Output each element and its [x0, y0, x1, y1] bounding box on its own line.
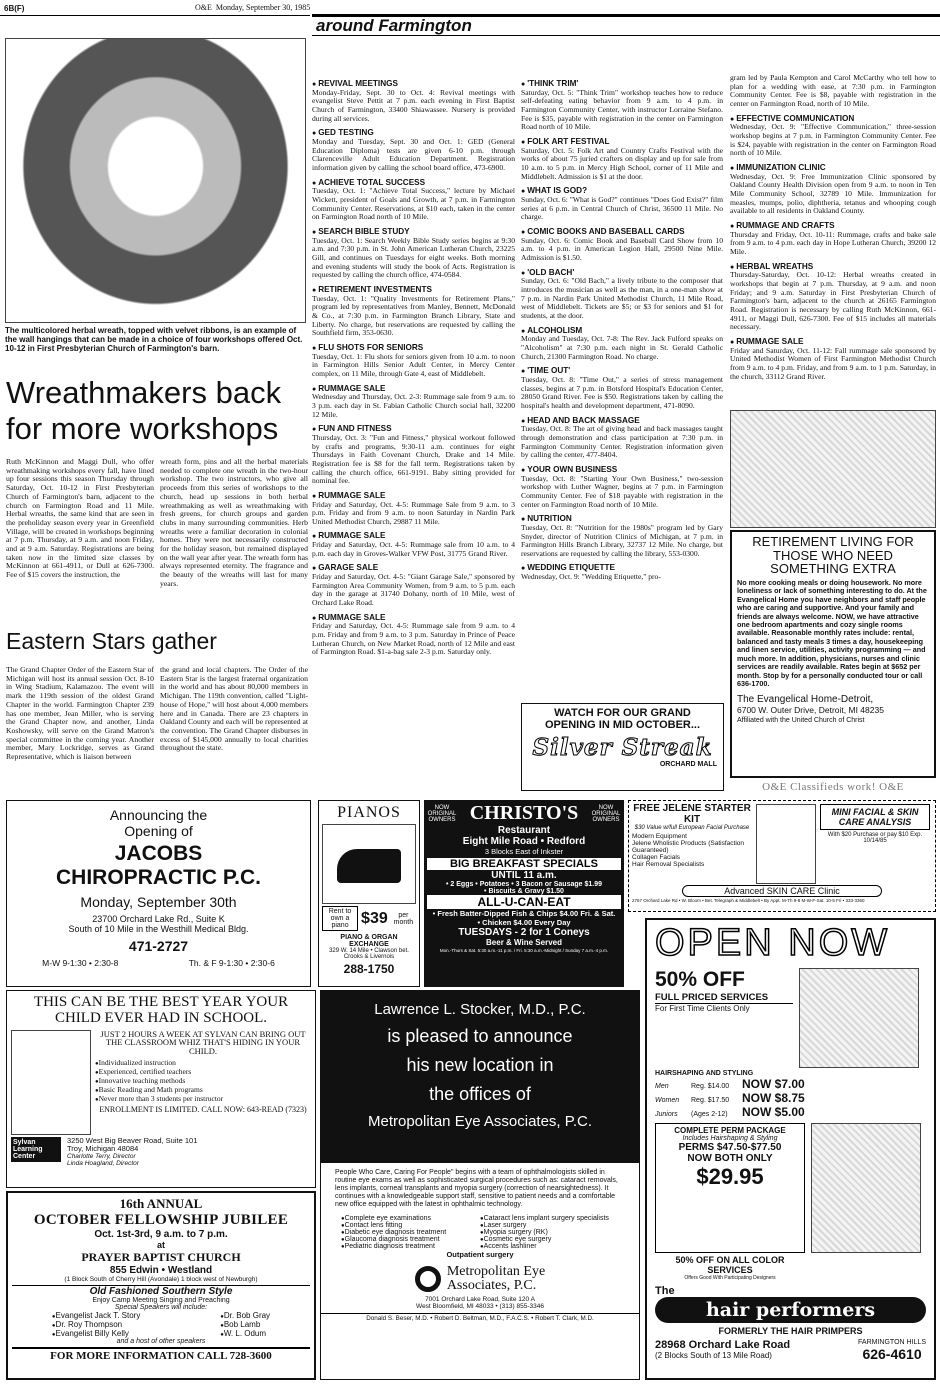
jubilee-address: 855 Edwin • Westland [109, 1265, 213, 1276]
metro-doctors: Donald S. Beser, M.D. • Robert D. Beltman, M.D., F.A.C.S. • Robert T. Clark, M.D. [321, 1313, 639, 1322]
pianos-price: $39 [361, 909, 388, 927]
perm-price: $29.95 [696, 1164, 764, 1189]
listing-body: Friday and Saturday, Oct. 4-5: Rummage sale from 10 a.m. to 4 p.m. each day in Groves-Walker VFW Post, 31775 Grand River. [312, 540, 515, 558]
jubilee-dates: Oct. 1st-3rd, 9 a.m. to 7 p.m. [94, 1229, 228, 1240]
jacobs-hours-thf: Th. & F 9-1:30 • 2:30-6 [188, 958, 275, 968]
jubilee-annual: 16th ANNUAL [119, 1196, 203, 1211]
stocker-announcement [321, 991, 639, 1163]
listing-heading: ● RETIREMENT INVESTMENTS [312, 285, 515, 295]
jubilee-host: and a host of other speakers [116, 1338, 206, 1345]
christos-breakfast: BIG BREAKFAST SPECIALS [427, 858, 621, 870]
listing-body: Tuesday, Oct. 1: Search Weekly Bible Study series begins at 9:30 a.m. and 7:30 p.m. in St. John American Lutheran Church, 23225 Gill, and continues on Tuesdays for eight weeks. Both morning and evening students will study the book of Acts. Registration is requested by calling the church office, 474-0584. [312, 235, 515, 280]
pianos-title: PIANOS [337, 804, 401, 821]
listing-body: Tuesday, Oct. 8: The art of giving head and back massages taught through demonstration and class participation at 7:30 p.m. in Farmington Community Center. Registration information given by calling the center, 477-8404. [521, 424, 723, 460]
paper-name: O&E [195, 3, 212, 12]
hp-address2: (2 Blocks South of 13 Mile Road) [655, 1351, 772, 1360]
silver-streak-ad [521, 703, 724, 791]
offers-note: Offers Good With Participating Designers [684, 1275, 776, 1281]
listing-heading: ● 'THINK TRIM' [521, 79, 723, 89]
price-row-men [655, 1077, 926, 1091]
service-item: ● Contact lens fitting [341, 1222, 480, 1229]
christos-line3: • Fresh Batter-Dipped Fish & Chips $4.00 Fri. & Sat. [432, 909, 616, 918]
christos-tag-left: NOW ORIGINAL OWNERS [427, 804, 457, 823]
stocker-ad [320, 990, 640, 1380]
service-item: ● Pediatric diagnosis treatment [341, 1243, 480, 1250]
listing-body: Wednesday, Oct. 9: Free Immunization Clinic sponsored by Oakland County Health Division open from 9 a.m. to noon in Ten Mile Community School, 32789 10 Mile. Immunization for measles, mumps, polio, diphtheria, tetanus and whooping cough available to all residents in Oakland County. [730, 171, 936, 216]
jelene-mini-terms: With $20 Purchase or pay $10 Exp. 10/14/85 [827, 832, 923, 844]
listing-heading: ● HERBAL WREATHS [730, 262, 936, 272]
pianos-shop: PIANO & ORGAN EXCHANGE [340, 934, 398, 948]
listing-body: Wednesday, Oct. 9: "Wedding Etiquette," pro- [521, 572, 661, 582]
open-first: For First Time Clients Only [655, 1004, 750, 1013]
wreath-headline: Wreathmakers back for more workshops [6, 375, 282, 446]
stocker-offices: the offices of [429, 1084, 531, 1104]
speaker: ● Evangelist Billy Kelly [52, 1329, 140, 1338]
jelene-item: Collagen Facials [632, 854, 681, 861]
jubilee-title: OCTOBER FELLOWSHIP JUBILEE [33, 1212, 289, 1228]
listing-heading: ● NUTRITION [521, 514, 723, 524]
service-item: ● Diabetic eye diagnosis treatment [341, 1229, 480, 1236]
retirement-affiliation: Affiliated with the United Church of Christ [737, 717, 865, 725]
service-item: ● Accents lashliner [480, 1243, 619, 1250]
jubilee-church: PRAYER BAPTIST CHURCH [81, 1250, 241, 1264]
stocker-pleased: is pleased to announce [387, 1026, 573, 1046]
listings-col-1 [312, 74, 515, 794]
stocker-name: Lawrence L. Stocker, M.D., P.C. [374, 1001, 586, 1018]
open-full: FULL PRICED SERVICES [655, 992, 793, 1004]
listing-body: Saturday, Oct. 5: "Think Trim" workshop teaches how to reduce self-defeating eating behavior from 9 a.m. to 4 p.m. in Farmington Community Center, with instructor Lorraine Stefano. Fee is $35, payable with registration in the center on Farmington Road north of 10 Mile. [521, 87, 723, 132]
listing-body: Tuesday, Oct. 1: Flu shots for seniors given from 10 a.m. to noon in Farmington Hills Senior Adult Center, in Mercy Center complex, on 11 Mile, through Gate 4, east of Middlebelt. [312, 351, 515, 378]
jacobs-address: 23700 Orchard Lake Rd., Suite K [92, 914, 225, 924]
pianos-rent: Rent to own a piano [322, 906, 358, 931]
pianos-ad [318, 800, 420, 987]
christos-line2: • Biscuits & Gravy $1.50 [484, 888, 564, 895]
listing-heading: ● RUMMAGE AND CRAFTS [730, 221, 936, 231]
stars-col2: the grand and local chapters. The Order of the Eastern Star is the largest fraternal organization in the world and has about 80,000 members in Michigan. The 119th convention, called "Light-house of Hope," will host about 4,000 members here and in Canada. There are 23 chapters in Oakland County and each will be represented at the convention. The Grand Chapter disburses in excess of $145,000 annually to local charities throughout the state. [160, 666, 308, 753]
piano-illustration [322, 824, 416, 904]
christos-hours: Mon.-Thurs & Sat. 5:30 a.m.-11 p.m. / Fri. 5:30 a.m.-Midnight / Sunday 7 a.m.-4 p.m. [439, 948, 609, 953]
sylvan-sub: JUST 2 HOURS A WEEK AT SYLVAN CAN BRING OUT THE CLASSROOM WHIZ THAT'S HIDING IN YOUR CHILD. [100, 1028, 306, 1057]
jubilee-singing: Old Fashioned Southern Style [12, 1285, 310, 1297]
listing-heading: ● YOUR OWN BUSINESS [521, 465, 723, 475]
listing-body: Sunday, Oct. 6: Comic Book and Baseball Card Show from 10 a.m. to 4 p.m. in American Legion Hall, 29500 Nine Mile. Admission is $1.50. [521, 235, 723, 262]
retirement-ad [730, 530, 936, 778]
listing-body: Tuesday, Oct. 1: "Achieve Total Success," lecture by Michael Wickett, president of Goals and Growth, at 7 p.m. in Farmington Community Center. Reservations, at $10 each, taken in the center on Farmington Road north of 10 Mile. [312, 186, 515, 222]
listing-heading: ● HEAD AND BACK MASSAGE [521, 416, 723, 426]
hp-phone: 626-4610 [862, 1346, 922, 1362]
listing-body: Friday and Saturday, Oct. 4-5: Rummage sale from 9 a.m. to 4 p.m. Friday and from 9 a.m. to 3 p.m. Saturday in Prince of Peace Lutheran Church, on New Market Road, north of 12 Mile and east of Farmington Road. $1-a-bag sale 2-3 p.m. Saturday only. [312, 621, 515, 657]
jacobs-opening: Opening of [124, 823, 193, 839]
retirement-org: The Evangelical Home-Detroit, [737, 694, 874, 706]
jelene-mini: MINI FACIAL & SKIN CARE ANALYSIS [820, 804, 930, 830]
header-rule [0, 15, 310, 16]
listing-body: Wednesday and Thursday, Oct. 2-3: Rummage sale from 9 a.m. to 3 p.m. each day in St. Fabian Catholic Church social hall, 32200 12 Mile. [312, 392, 515, 419]
open-hairshaping: HAIRSHAPING AND STYLING [655, 1070, 754, 1077]
jubilee-speakers-intro: Special Speakers will include: [114, 1304, 208, 1311]
metro-logo-line1: Metropolitan Eye [446, 1264, 546, 1280]
jacobs-date: Monday, September 30th [80, 894, 237, 910]
service-item: ● Laser surgery [480, 1222, 619, 1229]
christos-until: UNTIL 11 a.m. [491, 870, 557, 881]
listings-col-2 [521, 74, 723, 699]
christos-type: Restaurant [497, 825, 551, 836]
jacobs-address2: South of 10 Mile in the Westhill Medical Bldg. [68, 924, 249, 934]
stocker-services-right [480, 1215, 619, 1250]
jubilee-singing2: Enjoy Camp Meeting Singing and Preaching [92, 1297, 230, 1304]
listing-heading: ● WHAT IS GOD? [521, 186, 723, 196]
jelene-ad [628, 800, 936, 912]
wreath-col1: Ruth McKinnon and Maggi Dull, who offer wreathmaking workshops every fall, have lined up four sessions this season Thursday through Saturday, Oct. 10-12 in First Presbyterian Church of Farmington's barn, adjacent to the church on Farmington Road and 11 Mile. Herbal wreaths, the same kind that are seen in the preholiday season every year in Greenfield Village, will be created in workshops beginning at 7 p.m. Thursday, at 9 a.m. and noon Friday, and at 9 a.m. Saturday. Registrations are being taken now in the limited size classes by McKinnon at 661-4911, or Dull at 626-7300. Fee of $15 covers the instruction, the [6, 458, 154, 580]
perm-includes: Includes Hairshaping & Styling [682, 1135, 778, 1142]
retirement-address: 6700 W. Outer Drive, Detroit, MI 48235 [737, 705, 884, 716]
men-now: NOW $7.00 [742, 1077, 805, 1091]
listing-body: Monday and Tuesday, Oct. 7-8: The Rev. Jack Fulford speaks on "Alcoholism" at 7:30 p.m. each night in St. Gerald Catholic Church, 21300 Farmington Road. No charge. [521, 334, 723, 361]
jelene-value: $30 Value w/full European Facial Purchase [634, 825, 750, 831]
listing-heading: ● FOLK ART FESTIVAL [521, 137, 723, 147]
listing-body: Sunday, Oct. 6: "What is God?" continues "Does God Exist?" film series at 6 p.m. in Central Church of Christ, 36500 11 Mile. No charge. [521, 194, 723, 222]
jelene-title: FREE JELENE STARTER KIT [633, 803, 751, 825]
listing-body: Tuesday, Oct. 8: "Time Out," a series of stress management classes, begins at 7 p.m. in Botsford Hospital's Education Center, 28050 Grand River. Fee is $50. Registrations taken by calling the hospital's health and development department, 471-8090. [521, 374, 723, 410]
sylvan-enroll: ENROLLMENT IS LIMITED. CALL NOW: 643-READ (7323) [99, 1105, 307, 1115]
hp-formerly: FORMERLY THE HAIR PRIMPERS [718, 1326, 863, 1336]
pianos-address: 329 W. 14 Mile • Clawson bet. Crooks & Livernois [329, 948, 409, 960]
listing-heading: ● ALCOHOLISM [521, 326, 723, 336]
listing-body: Thursday and Friday, Oct. 10-11: Rummage, crafts and bake sale from 9 a.m. to 4 p.m. each day in Hope Lutheran Church, 39200 12 Mile. [730, 229, 936, 256]
listing-heading: ● RUMMAGE SALE [312, 491, 515, 501]
speaker: ● Evangelist Jack T. Story [52, 1311, 140, 1320]
jubilee-call: FOR MORE INFORMATION CALL 728-3600 [12, 1347, 310, 1362]
perm-package: COMPLETE PERM PACKAGE [674, 1126, 786, 1135]
listing-body: Tuesday, Oct. 8: "Starting Your Own Business," two-session workshop with Luther Wagner, begins at 7 p.m. in Farmington Community Center. Fee of $18 payable with registration in the center on Farmington Road north of 10 Mile. [521, 473, 723, 509]
stocker-metro: Metropolitan Eye Associates, P.C. [367, 1113, 592, 1130]
sylvan-address: 3250 West Big Beaver Road, Suite 101 [67, 1135, 198, 1145]
open-percent: 50% OFF [655, 968, 745, 991]
masthead-line [195, 3, 310, 12]
stocker-outpatient: Outpatient surgery [446, 1250, 514, 1260]
stars-headline: Eastern Stars gather [6, 628, 217, 654]
child-illustration [11, 1030, 91, 1135]
listing-heading: ● FUN AND FITNESS [312, 424, 515, 434]
listing-body: Thursday, Oct. 3: "Fun and Fitness," physical workout followed by crafts and programs, 9:30-11 a.m. continues for eight Thursdays in Faith Covenant Church, Drake and 14 Mile. Registration fee is $8 for the fall term. Registrations taken by calling the church office, 661-9191. Baby sitting provided for nominal fee. [312, 432, 515, 486]
retirement-title: RETIREMENT LIVING FOR THOSE WHO NEED SOMETHING EXTRA [752, 534, 914, 577]
jacobs-hours-mw: M-W 9-1:30 • 2:30-8 [42, 958, 119, 968]
color-offer: 50% OFF ON ALL COLOR SERVICES [675, 1255, 785, 1275]
listing-body: Monday-Friday, Sept. 30 to Oct. 4: Revival meetings with evangelist Steve Pettit at 7 p.m. each evening in First Baptist Church of Farmington, 33400 Shiawassee. Nursery is provided during all services. [312, 87, 515, 123]
jubilee-ad [6, 1191, 316, 1380]
jelene-face-drawing [756, 804, 816, 884]
christos-line1: • 2 Eggs • Potatoes • 3 Bacon or Sausage $1.99 [446, 881, 602, 888]
listing-heading: ● RUMMAGE SALE [312, 384, 515, 394]
silver-streak-logo: Silver Streak [532, 734, 713, 762]
listing-heading: ● ACHIEVE TOTAL SUCCESS [312, 178, 515, 188]
jubilee-location: (1 Block South of Cherry Hill (Avondale) 1 block west of Newburgh) [64, 1276, 258, 1283]
listing-heading: ● FLU SHOTS FOR SENIORS [312, 343, 515, 353]
jubilee-speakers-left [52, 1311, 140, 1338]
pianos-phone: 288-1750 [343, 962, 395, 976]
section-title: around Farmington [312, 14, 940, 36]
listing-body: Monday and Tuesday, Sept. 30 and Oct. 1: GED (General Education Diploma) tests are given 6-10 p.m. through Clarenceville Adult Education Department. Registration information given by calling the school board office, 473-6900. [312, 137, 515, 172]
listing-body: Sunday, Oct. 6: "Old Bach," a lively tribute to the composer that introduces the musician as well as the man, in a one-man show at 7 p.m. in Nardin Park United Methodist Church, 11 Mile Road, west of Middlebelt. Tickets are $5; or $3 for seniors and $1 for students, at the door. [521, 276, 723, 320]
metro-address: 7001 Orchard Lake Road, Suite 120 A [425, 1296, 535, 1304]
women-reg: Reg. $17.50 [691, 1097, 730, 1104]
christos-line4: • Chicken $4.00 Every Day [477, 918, 571, 927]
sylvan-city: Troy, Michigan 48084 [67, 1143, 139, 1153]
stocker-new-location: his new location in [406, 1055, 554, 1075]
jubilee-speakers-right [220, 1311, 270, 1338]
jelene-address: 2767 Orchard Lake Rd • W. Bloom • Bet. Telegraph & Middlebelt • By Appt. M-Th 9-8 M-W-F-Sat. 10-5 Fri • 333-3360 [632, 898, 865, 903]
stocker-services-left [341, 1215, 480, 1250]
listing-heading: ● RUMMAGE SALE [730, 337, 936, 347]
jelene-logo: Advanced SKIN CARE Clinic [682, 885, 882, 897]
listing-body: Wednesday, Oct. 9: "Effective Communication," three-session workshop begins at 7 p.m. in Farmington Community Center. Fee is $24, payable with registration in the center on Farmington Road north of 10 Mile. [730, 122, 936, 158]
juniors-label: Juniors [655, 1111, 678, 1118]
christos-address: Eight Mile Road • Redford [462, 836, 586, 847]
sylvan-item: ● Basic Reading and Math programs [95, 1085, 311, 1094]
sylvan-logo: Sylvan Learning Center [11, 1137, 61, 1162]
listing-heading: ● REVIVAL MEETINGS [312, 79, 515, 89]
christos-tag-right: NOW ORIGINAL OWNERS [591, 804, 621, 823]
hp-address: 28968 Orchard Lake Road [655, 1339, 791, 1351]
service-item: ● Myopia surgery (RK) [480, 1229, 619, 1236]
speaker: ● Dr. Bob Gray [220, 1311, 270, 1320]
retirement-body: No more cooking meals or doing housework. No more loneliness or lack of something interesting to do. At the Evangelical Home you have neighbors and staff people who are caring and supportive. And your family and friends are always welcome. NOW, we have attractive one bedroom apartments and cozy single rooms available. Reasonable monthly rates include: rental, balanced and tasty meals 3 times a day, housekeeping and linen service, utilities, activity programming — and much more. In addition, physicians, nurses and clinic services are readily available. Rates begin at $652 per month. Stop by for a personally conducted tour or call 636-1700. [737, 577, 927, 688]
jelene-item: Jelene Wholistic Products (Satisfaction Guaranteed) [632, 840, 744, 854]
metro-logo-line2: Associates, P.C. [446, 1278, 537, 1294]
sylvan-item: ● Never more than 3 students per instructor [95, 1094, 311, 1103]
model-photo-1 [799, 968, 919, 1068]
jacobs-phone: 471-2727 [128, 938, 189, 954]
sylvan-items [95, 1058, 311, 1103]
listing-heading: ● COMIC BOOKS AND BASEBALL CARDS [521, 227, 723, 237]
service-item: ● Complete eye examinations [341, 1215, 480, 1222]
jelene-items [632, 833, 752, 868]
perm-now-both: NOW BOTH ONLY [687, 1153, 773, 1164]
service-item: ● Glaucoma diagnosis treatment [341, 1236, 480, 1243]
women-now: NOW $8.75 [742, 1091, 805, 1105]
listing-body: Tuesday, Oct. 1: "Quality Investments for Retirement Plans," program led by representatives from Manley, Bennett, McDonald & Co., at 7:30 p.m. in Farmington Branch Library, State and Liberty. No charge, but reservations are requested by calling the Southfield firm, 353-0630. [312, 293, 515, 338]
christos-address2: 3 Blocks East of Inkster [484, 847, 564, 856]
listing-heading: ● RUMMAGE SALE [312, 531, 515, 541]
stars-col1: The Grand Chapter Order of the Eastern Star of Michigan will host its annual session Oct. 8-10 in Wing Stadium, Kalamazoo. The event will mark the 119th session of the oldest Grand Chapter in the world. Farmington Chapter 239 has one member, Jean Miller, who is serving the Grand Chapter now, and another, Linda Koshowsky, will serve on the Grand Matron's special committee in the coming year. Another member, Mary Lockridge, serves as Grand Representative, which is liaison between [6, 666, 154, 762]
hp-city: FARMINGTON HILLS [858, 1339, 926, 1346]
listing-body: Tuesday, Oct. 8: "Nutrition for the 1980s" program led by Gary Snyder, director of Nutrition Clinics of Michigan, at 7 p.m. in Farmington Hills Branch Library, 32737 12 Mile. No charge, but reservations are requested by calling the library, 553-0300. [521, 522, 723, 558]
stocker-body: People Who Care, Caring For People" begins with a team of ophthalmologists skilled in routine eye exams as well as sophisticated surgical procedures such as: cataract removals, lens implants, corneal transplants and myopia surgery (correction of nearsightedness). It continues with a knowledgeable support staff, sensitive to patient needs and a comfortable new office equipped with the latest in ophthalmic technology. [335, 1169, 618, 1209]
women-label: Women [655, 1097, 680, 1104]
pianos-per: per month [393, 911, 414, 926]
jubilee-at: at [156, 1240, 165, 1250]
listing-heading: ● 'TIME OUT' [521, 366, 723, 376]
men-label: Men [655, 1083, 669, 1090]
classifieds-strip: O&E Classifieds work! O&E [762, 781, 904, 793]
price-row-women [655, 1091, 926, 1105]
eye-logo-icon [415, 1266, 441, 1292]
speaker: ● Bob Lamb [220, 1320, 270, 1329]
listing-heading: ● 'OLD BACH' [521, 268, 723, 278]
listing-heading: ● RUMMAGE SALE [312, 613, 515, 623]
jelene-item: Hair Removal Specialists [632, 861, 705, 868]
christos-tuesdays: TUESDAYS - 2 for 1 Coneys [458, 927, 590, 938]
listing-heading: ● GARAGE SALE [312, 563, 515, 573]
metro-city: West Bloomfield, MI 48033 • (313) 855-3346 [416, 1303, 544, 1311]
jacobs-name2: CHIROPRACTIC P.C. [56, 866, 261, 889]
service-item: ● Cosmetic eye surgery [480, 1236, 619, 1243]
wreath-photo [5, 38, 306, 323]
listings-col-3 [730, 74, 936, 404]
jacobs-ad [6, 800, 311, 987]
men-reg: Reg. $14.00 [691, 1083, 730, 1090]
open-now-title: OPEN NOW [655, 922, 891, 964]
model-photo-2 [811, 1123, 921, 1253]
christos-ad [424, 800, 624, 987]
silver-watch-text: WATCH FOR OUR GRAND OPENING IN MID OCTOBER... [544, 707, 701, 732]
silver-mall: ORCHARD MALL [659, 761, 717, 769]
sylvan-director-1: Charlotte Terry, Director [67, 1153, 136, 1160]
listing-heading: ● SEARCH BIBLE STUDY [312, 227, 515, 237]
christos-name: CHRISTO'S [469, 802, 579, 824]
jacobs-hours [7, 958, 310, 968]
jacobs-announcing: Announcing the [109, 807, 208, 823]
jelene-item: Modern Equipment [632, 833, 687, 840]
listing-body: Saturday, Oct. 5: Folk Art and Country Crafts Festival with the works of about 75 juried crafters on display and up for sale from 10 a.m. to 5 p.m. in Mercy High School, corner of 11 Mile and Middlebelt. Admission is $1 at the door. [521, 145, 723, 181]
listing-heading: ● EFFECTIVE COMMUNICATION [730, 114, 936, 124]
service-item: ● Cataract lens implant surgery specialists [480, 1215, 619, 1222]
wreath-caption: The multicolored herbal wreath, topped with velvet ribbons, is an example of the wall hangings that can be made in a choice of four workshops offered Oct. 10-12 in First Presbyterian Church of Farmington's barn. [5, 326, 303, 354]
listing-heading: ● WEDDING ETIQUETTE [521, 563, 723, 573]
sylvan-item: ● Individualized instruction [95, 1058, 311, 1067]
page-number: 6B(F) [4, 4, 25, 13]
christos-beer: Beer & Wine Served [486, 938, 562, 947]
sylvan-item: ● Innovative teaching methods [95, 1076, 311, 1085]
hp-the: The [655, 1285, 675, 1297]
price-row-juniors [655, 1105, 926, 1119]
speaker: ● W. L. Odum [220, 1329, 270, 1338]
speaker: ● Dr. Roy Thompson [52, 1320, 140, 1329]
christos-ayce: ALL-U-CAN-EAT [427, 895, 621, 909]
jacobs-name: JACOBS [114, 842, 203, 865]
sylvan-ad [6, 990, 316, 1188]
sylvan-item: ● Experienced, certified teachers [95, 1067, 311, 1076]
sylvan-director-2: Linda Hoagland, Director [67, 1160, 139, 1168]
listing-heading: ● GED TESTING [312, 128, 515, 138]
wreath-col2: wreath form, pins and all the herbal materials needed to complete one wreath in the two-hour workshop. The two instructors, who give all proceeds from this series of workshops to the church, head up sessions in both herbal wreathmaking as well as wreathmaking with fresh greens, for church groups and garden clubs in many surrounding communities. Herb wreaths were a familiar decoration in colonial homes. They were not necessarily constructed for the holiday season, but remained displayed on the wall year after year. The wreath form has always represented eternity. The fragrance and the beauty of the wreaths will last for many years. [160, 458, 308, 588]
listing-body: Thursday-Saturday, Oct. 10-12: Herbal wreaths created in workshops that begin at 7 p.m. Thursday, at 9 a.m. and noon Friday; and 9 a.m. Saturday in First Presbyterian Church of Farmington's barn, adjacent to the church at 26165 Farmington Road. Registration is necessary by calling Ruth McKinnon, 661-4911, or Maggi Dull, 626-7300. Fee of $15 includes all materials necessary. [730, 270, 936, 332]
juniors-now: NOW $5.00 [742, 1105, 805, 1119]
listing-body: gram led by Paula Kempton and Carol McCarthy who tell how to plan for a wedding with ease, at 7:30 p.m. in Farmington Community Center. Fee is $8, payable with registration in the center on Farmington Road, north of 10 Mile. [730, 74, 936, 108]
evangelical-home-photo [730, 410, 936, 528]
issue-date: Monday, September 30, 1985 [215, 3, 311, 12]
listing-body: Friday and Saturday, Oct. 11-12: Fall rummage sale sponsored by United Methodist Women of First Farmington Methodist Church from 9 a.m. to 4 p.m. Friday, and from 9 a.m. to 1 p.m. Saturday, in the church, 33112 Grand River. [730, 345, 936, 381]
sylvan-headline: THIS CAN BE THE BEST YEAR YOUR CHILD EVER HAD IN SCHOOL. [33, 994, 289, 1026]
hair-performers-ad [645, 918, 936, 1380]
hp-logo: hair performers [655, 1297, 926, 1323]
piano-shape [337, 849, 401, 883]
juniors-reg: (Ages 2-12) [691, 1111, 728, 1118]
perm-range: PERMS $47.50-$77.50 [678, 1142, 782, 1153]
listing-body: Friday and Saturday, Oct. 4-5: "Giant Garage Sale," sponsored by Farmington Area Community Women, from 9 a.m. to 5 p.m. each day in the garage at 31740 Dohany, north of 10 Mile, west of Orchard Lake Road. [312, 572, 515, 608]
listing-body: Friday and Saturday, Oct. 4-5: Rummage Sale from 9 a.m. to 3 p.m. Friday and from 9 a.m. to noon Saturday in Nardin Park United Methodist Church, 29887 11 Mile. [312, 499, 515, 526]
listing-heading: ● IMMUNIZATION CLINIC [730, 163, 936, 173]
